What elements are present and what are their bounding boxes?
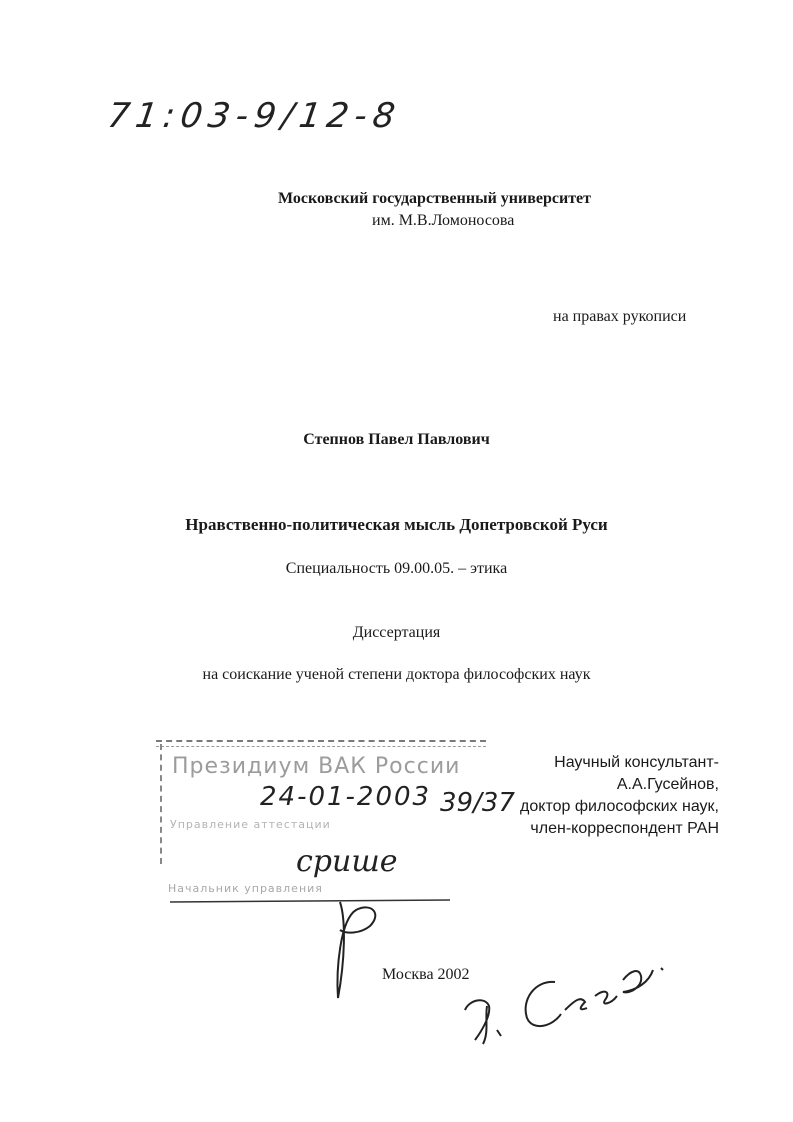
manuscript-note: на правах рукописи xyxy=(553,308,687,325)
consultant-role: Научный консультант- xyxy=(554,754,719,771)
specialty-line: Специальность 09.00.05. – этика xyxy=(285,560,508,577)
stamp-header: Президиум ВАК России xyxy=(172,754,461,779)
stamp-signature xyxy=(150,880,410,1010)
author-name: Степнов Павел Павлович xyxy=(303,431,490,448)
consultant-rank: член-корреспондент РАН xyxy=(530,820,719,837)
stamp-line-department: Управление аттестации xyxy=(170,818,331,831)
archive-number: 71:03-9/12-8 xyxy=(105,96,404,136)
stamp-signature-line xyxy=(170,900,450,902)
consultant-name: А.А.Гусейнов, xyxy=(616,776,719,793)
university-name: Московский государственный университет xyxy=(278,190,592,207)
consultant-degree: доктор философских наук, xyxy=(520,798,719,815)
stamp-frame-top-inner xyxy=(156,746,486,747)
stamp-line-head: Начальник управления xyxy=(168,882,323,895)
consultant-block xyxy=(520,752,719,840)
degree-line: на соискание ученой степени доктора философских наук xyxy=(202,666,591,683)
dissertation-title: Нравственно-политическая мысль Допетровской Руси xyxy=(185,515,608,534)
document-type: Диссертация xyxy=(352,624,441,641)
stamp-signature-stroke xyxy=(338,902,376,998)
stamp-handwritten-note: срише xyxy=(296,844,398,879)
stamp-date: 24-01-2003 xyxy=(260,782,432,812)
stamp-frame-left xyxy=(160,744,162,864)
university-subtitle: им. М.В.Ломоносова xyxy=(372,212,515,229)
stamp-frame-top xyxy=(156,740,486,742)
city-year: Москва 2002 xyxy=(382,966,470,983)
author-signature-surname xyxy=(526,968,663,1026)
stamp-registration-number: 39/37 xyxy=(440,788,515,818)
author-signature-initial xyxy=(465,1000,501,1044)
author-signature xyxy=(455,940,695,1050)
